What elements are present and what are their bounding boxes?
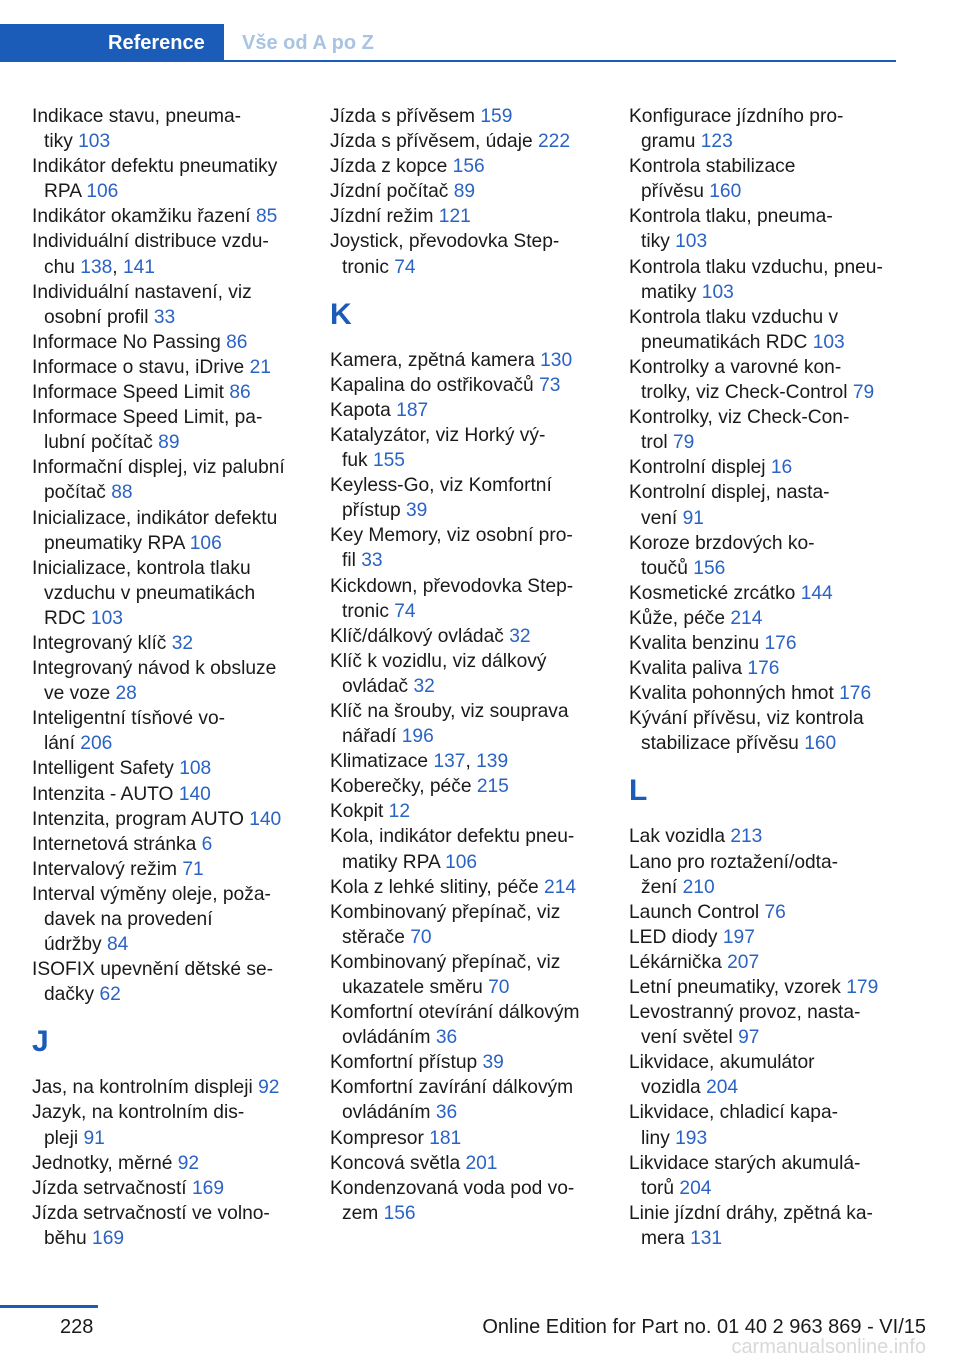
header-tabs xyxy=(0,24,896,62)
page-reference-link[interactable]: 71 xyxy=(182,858,204,880)
page-reference-link[interactable]: 106 xyxy=(189,532,222,554)
page-reference-link[interactable]: 201 xyxy=(465,1152,498,1174)
page-reference-link[interactable]: 169 xyxy=(92,1227,125,1249)
page-reference-link[interactable]: 103 xyxy=(675,231,708,253)
page-reference-link[interactable]: 160 xyxy=(804,733,837,755)
page-reference-link[interactable]: 123 xyxy=(700,131,733,153)
index-entry: Integrovaný klíč 32 xyxy=(32,632,194,654)
index-entry: Individuální nastavení, viz osobní profil 33 xyxy=(32,281,252,328)
page-reference-link[interactable]: 196 xyxy=(401,726,434,748)
index-entry: Intelligent Safety 108 xyxy=(32,758,212,780)
index-entry: Lano pro roztažení/odta‐ žení 210 xyxy=(629,851,839,898)
index-entry: Informační displej, viz palubní počítač 88 xyxy=(32,457,285,504)
page-reference-link[interactable]: 169 xyxy=(191,1177,224,1199)
index-entry: Inteligentní tísňové vo‐ lání 206 xyxy=(32,708,226,755)
index-entry: Intenzita, program AUTO 140 xyxy=(32,808,282,830)
index-entry: Jízda z kopce 156 xyxy=(330,156,485,178)
page-reference-link[interactable]: 97 xyxy=(738,1027,760,1049)
page-reference-link[interactable]: 176 xyxy=(839,683,872,705)
header-rule xyxy=(224,60,896,62)
index-entry: Informace o stavu, iDrive 21 xyxy=(32,356,271,378)
page-reference-link[interactable]: 144 xyxy=(800,582,833,604)
index-entry: Jízda s přívěsem, údaje 222 xyxy=(330,131,570,153)
page-reference-link[interactable]: 106 xyxy=(445,851,478,873)
page-reference-link[interactable]: 84 xyxy=(106,934,129,956)
page-number: 228 xyxy=(60,1316,94,1338)
index-entry: Launch Control 76 xyxy=(629,901,786,923)
index-entry: Kontrola tlaku, pneuma‐ tiky 103 xyxy=(629,206,833,253)
page-reference-link[interactable]: 39 xyxy=(406,500,428,522)
index-entry: Keyless-Go, viz Komfortní přístup 39 xyxy=(330,475,552,522)
page-reference-link[interactable]: 214 xyxy=(730,607,763,629)
index-entry: Kůže, péče 214 xyxy=(629,607,763,629)
page-reference-link[interactable]: 91 xyxy=(83,1127,105,1149)
index-entry: Jízda s přívěsem 159 xyxy=(330,106,513,127)
index-entry: Kompresor 181 xyxy=(330,1127,462,1149)
index-entry: Indikace stavu, pneuma‐ tiky 103 xyxy=(32,106,242,153)
page-reference-link[interactable]: 74 xyxy=(394,600,416,622)
page-reference-link[interactable]: 139 xyxy=(476,751,509,773)
page-reference-link[interactable]: 92 xyxy=(177,1152,200,1174)
index-entry: Integrovaný návod k obsluze ve voze 28 xyxy=(32,658,277,705)
index-entry: Linie jízdní dráhy, zpětná ka‐ mera 131 xyxy=(629,1202,873,1249)
index-entry: Kvalita pohonných hmot 176 xyxy=(629,683,872,705)
page-reference-link[interactable]: 6 xyxy=(201,833,213,855)
page-reference-link[interactable]: 156 xyxy=(383,1202,416,1224)
page-reference-link[interactable]: 159 xyxy=(480,106,513,127)
index-entry: Jas, na kontrolním displeji 92 xyxy=(32,1077,280,1099)
index-entry: Jízdní režim 121 xyxy=(330,206,471,228)
index-entry: Klíč na šrouby, viz souprava nářadí 196 xyxy=(330,700,569,748)
index-entry: Lékárnička 207 xyxy=(629,951,760,973)
page-reference-link[interactable]: 138 xyxy=(80,256,113,278)
index-entry: Likvidace starých akumulá‐ torů 204 xyxy=(629,1152,861,1199)
page-reference-link[interactable]: 213 xyxy=(730,826,763,848)
page-reference-link[interactable]: 76 xyxy=(764,901,786,923)
index-entry: Kosmetické zrcátko 144 xyxy=(629,582,833,604)
page-reference-link[interactable]: 103 xyxy=(90,607,123,629)
index-entry: Kombinovaný přepínač, viz stěrače 70 xyxy=(330,901,561,948)
index-entry: Jazyk, na kontrolním dis‐ pleji 91 xyxy=(32,1102,245,1149)
page-reference-link[interactable]: 137 xyxy=(433,751,466,773)
page-reference-link[interactable]: 16 xyxy=(770,457,793,479)
page-reference-link[interactable]: 141 xyxy=(122,256,155,278)
index-entry: Likvidace, akumulátor vozidla 204 xyxy=(629,1052,815,1099)
index-entry: Intervalový režim 71 xyxy=(32,858,204,880)
page-reference-link[interactable]: 108 xyxy=(179,758,212,780)
page-reference-link[interactable]: 74 xyxy=(394,256,416,278)
page-reference-link[interactable]: 62 xyxy=(99,984,121,1006)
index-entry: Kontrolky a varovné kon‐ trolky, viz Check-Control 79 xyxy=(629,356,875,404)
page-reference-link[interactable]: 89 xyxy=(158,432,180,454)
page-reference-link[interactable]: 86 xyxy=(226,331,248,353)
index-entry: Kola z lehké slitiny, péče 214 xyxy=(330,876,577,898)
page-reference-link[interactable]: 12 xyxy=(388,801,411,823)
page-reference-link[interactable]: 215 xyxy=(476,776,509,798)
index-entry: Joystick, převodovka Step‐ tronic 74 xyxy=(330,231,560,278)
page-reference-link[interactable]: 204 xyxy=(706,1077,739,1099)
page-reference-link[interactable]: 210 xyxy=(682,876,715,898)
index-entry: Kývání přívěsu, viz kontrola stabilizace přívěsu 160 xyxy=(629,708,864,755)
index-entry: Kontrolky, viz Check-Con‐ trol 79 xyxy=(629,407,850,454)
page-reference-link[interactable]: 155 xyxy=(372,450,405,472)
index-entry: Komfortní zavírání dálkovým ovládáním 36 xyxy=(330,1077,574,1124)
index-entry: Kontrola tlaku vzduchu, pneu‐ matiky 103 xyxy=(629,256,883,303)
page-reference-link[interactable]: 85 xyxy=(255,206,278,228)
page-reference-link[interactable]: 207 xyxy=(727,951,760,973)
page-reference-link[interactable]: 187 xyxy=(396,399,429,421)
page-reference-link[interactable]: 160 xyxy=(709,181,742,203)
index-entry: Klimatizace 137, 139 xyxy=(330,751,509,773)
index-letter-heading: J xyxy=(32,1025,49,1059)
index-entry: Kontrolní displej 16 xyxy=(629,457,793,479)
index-entry: Levostranný provoz, nasta‐ vení světel 97 xyxy=(629,1002,861,1049)
page-reference-link[interactable]: 70 xyxy=(488,977,510,998)
index-entry: Kontrolní displej, nasta‐ vení 91 xyxy=(629,482,830,529)
page-reference-link[interactable]: 79 xyxy=(852,382,875,404)
page-reference-link[interactable]: 140 xyxy=(249,808,282,830)
index-entry: Inicializace, kontrola tlaku vzduchu v pneumatikách RDC 103 xyxy=(32,557,256,629)
index-entry: Indikátor okamžiku řazení 85 xyxy=(32,206,278,228)
page-reference-link[interactable]: 156 xyxy=(452,156,485,178)
index-entry: Kapota 187 xyxy=(330,399,429,421)
page-reference-link[interactable]: 33 xyxy=(153,306,176,328)
page-reference-link[interactable]: 103 xyxy=(701,281,734,303)
index-entry: Katalyzátor, viz Horký vý‐ fuk 155 xyxy=(330,424,546,472)
page-reference-link[interactable]: 21 xyxy=(249,356,271,378)
index-entry: Inicializace, indikátor defektu pneumatiky RPA 106 xyxy=(32,507,278,554)
page-reference-link[interactable]: 103 xyxy=(78,131,111,153)
page-reference-link[interactable]: 156 xyxy=(693,557,726,579)
index-entry: Interval výměny oleje, poža‐ davek na provedení údržby 84 xyxy=(32,883,271,956)
index-entry: Internetová stránka 6 xyxy=(32,833,213,855)
page-reference-link[interactable]: 140 xyxy=(178,783,211,805)
page-reference-link[interactable]: 39 xyxy=(482,1052,504,1074)
page-reference-link[interactable]: 28 xyxy=(115,683,137,705)
index-entry: Kola, indikátor defektu pneu‐ matiky RPA 106 xyxy=(330,826,575,873)
page-reference-link[interactable]: 86 xyxy=(229,382,251,404)
page-reference-link[interactable]: 214 xyxy=(544,876,577,898)
index-entry: Informace No Passing 86 xyxy=(32,331,248,353)
index-entry: Kickdown, převodovka Step‐ tronic 74 xyxy=(330,575,574,622)
index-entry: Jízda setrvačností 169 xyxy=(32,1177,224,1199)
index-letter-heading: K xyxy=(330,297,352,331)
index-entry: Informace Speed Limit 86 xyxy=(32,382,251,404)
index-letter-heading: L xyxy=(629,774,648,808)
index-entry: Letní pneumatiky, vzorek 179 xyxy=(629,977,879,998)
page-reference-link[interactable]: 32 xyxy=(509,625,531,647)
index-entry: Kombinovaný přepínač, viz ukazatele směru 70 xyxy=(330,951,561,998)
page-reference-link[interactable]: 33 xyxy=(361,550,383,572)
page-reference-link[interactable]: 32 xyxy=(171,632,194,654)
watermark: carmanualsonline.info xyxy=(731,1336,926,1358)
index-entry: Kvalita paliva 176 xyxy=(629,658,780,680)
page-reference-link[interactable]: 91 xyxy=(682,507,704,529)
index-entry: Kondenzovaná voda pod vo‐ zem 156 xyxy=(330,1177,575,1224)
index-entry: Jednotky, měrné 92 xyxy=(32,1152,200,1174)
page-reference-link[interactable]: 92 xyxy=(258,1077,280,1099)
page-reference-link[interactable]: 204 xyxy=(679,1177,712,1199)
page-reference-link[interactable]: 193 xyxy=(675,1127,708,1149)
index-entry: Kapalina do ostřikovačů 73 xyxy=(330,374,561,396)
tab-reference[interactable]: Reference xyxy=(0,24,224,62)
page-reference-link[interactable]: 79 xyxy=(673,432,695,454)
index-entry: Jízda setrvačností ve volno‐ běhu 169 xyxy=(32,1202,270,1249)
index-entry: Indikátor defektu pneumatiky RPA 106 xyxy=(32,156,278,203)
index-entry: Kontrola tlaku vzduchu v pneumatikách RDC 103 xyxy=(629,306,845,353)
index-entry: Koroze brzdových ko‐ toučů 156 xyxy=(629,532,815,579)
tab-all-a-to-z[interactable]: Vše od A po Z xyxy=(242,32,374,54)
page-reference-link[interactable]: 73 xyxy=(539,374,561,396)
page-reference-link[interactable]: 70 xyxy=(410,926,432,948)
index-entry: ISOFIX upevnění dětské se‐ dačky 62 xyxy=(32,959,274,1006)
index-entry: Individuální distribuce vzdu‐ chu 138, 141 xyxy=(32,231,269,278)
index-entry: Koncová světla 201 xyxy=(330,1152,498,1174)
index-column-1 xyxy=(32,104,312,1251)
index-entry: Klíč/dálkový ovládač 32 xyxy=(330,625,531,647)
index-entry: Kontrola stabilizace přívěsu 160 xyxy=(629,156,796,203)
page-reference-link[interactable]: 36 xyxy=(435,1102,458,1124)
page-reference-link[interactable]: 176 xyxy=(764,632,797,654)
index-entry: Komfortní přístup 39 xyxy=(330,1052,504,1074)
index-entry: Kamera, zpětná kamera 130 xyxy=(330,349,573,371)
page-reference-link[interactable]: 36 xyxy=(435,1027,458,1049)
index-entry: Intenzita - AUTO 140 xyxy=(32,783,211,805)
page-reference-link[interactable]: 89 xyxy=(453,181,476,203)
page-reference-link[interactable]: 130 xyxy=(540,349,573,371)
edition-note: Online Edition for Part no. 01 40 2 963 869 - VI/15 xyxy=(482,1316,926,1338)
page-reference-link[interactable]: 176 xyxy=(747,658,780,680)
index-entry: Klíč k vozidlu, viz dálkový ovládač 32 xyxy=(330,650,547,697)
page-reference-link[interactable]: 32 xyxy=(413,675,435,697)
index-column-2 xyxy=(330,104,610,1226)
index-entry: Komfortní otevírání dálkovým ovládáním 36 xyxy=(330,1002,580,1049)
index-entry: Lak vozidla 213 xyxy=(629,826,763,848)
page-reference-link[interactable]: 181 xyxy=(429,1127,462,1149)
footer-rule xyxy=(0,1305,98,1308)
page-reference-link[interactable]: 88 xyxy=(111,482,133,504)
index-column-3 xyxy=(629,104,899,1251)
page-reference-link[interactable]: 121 xyxy=(438,206,471,228)
page-reference-link[interactable]: 222 xyxy=(537,131,570,153)
page-reference-link[interactable]: 197 xyxy=(722,926,755,948)
index-entry: Koberečky, péče 215 xyxy=(330,776,509,798)
index-entry: Likvidace, chladicí kapa‐ liny 193 xyxy=(629,1102,839,1149)
index-entry: Kokpit 12 xyxy=(330,801,411,823)
page-reference-link[interactable]: 103 xyxy=(812,331,845,353)
index-entry: Jízdní počítač 89 xyxy=(330,181,476,203)
page-reference-link[interactable]: 179 xyxy=(846,977,879,998)
index-entry: Key Memory, viz osobní pro‐ fil 33 xyxy=(330,525,573,572)
page-reference-link[interactable]: 106 xyxy=(86,181,119,203)
index-entry: Konfigurace jízdního pro‐ gramu 123 xyxy=(629,106,844,153)
index-entry: Kvalita benzinu 176 xyxy=(629,632,797,654)
page-reference-link[interactable]: 131 xyxy=(690,1227,723,1249)
index-entry: LED diody 197 xyxy=(629,926,755,948)
index-entry: Informace Speed Limit, pa‐ lubní počítač 89 xyxy=(32,407,263,454)
page-reference-link[interactable]: 206 xyxy=(80,733,113,755)
